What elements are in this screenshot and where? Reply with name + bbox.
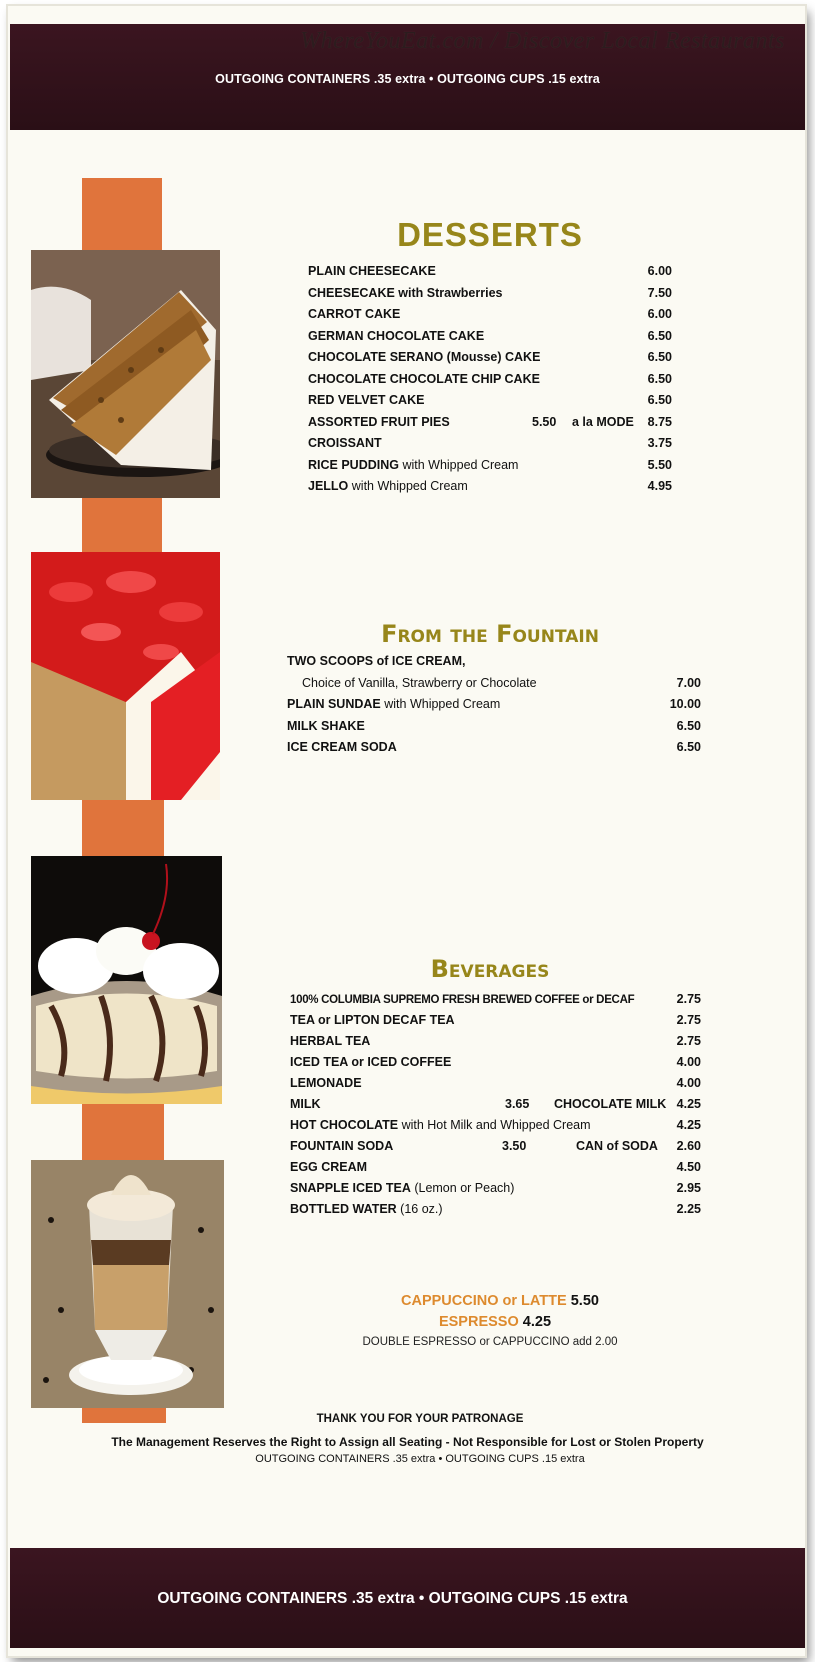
item-name: ICE CREAM SODA bbox=[287, 740, 397, 754]
item-name: EGG CREAM bbox=[290, 1160, 368, 1174]
item-price: 8.75 bbox=[647, 414, 672, 429]
list-item bbox=[308, 479, 672, 501]
list-item bbox=[290, 1202, 701, 1223]
orange-accent bbox=[82, 1104, 164, 1162]
item-name: CHOCOLATE CHOCOLATE CHIP CAKE bbox=[308, 371, 540, 386]
list-item bbox=[308, 372, 672, 394]
item-name: BOTTLED WATER bbox=[290, 1202, 397, 1216]
list-item bbox=[290, 1013, 701, 1034]
item-name: ICED TEA or ICED COFFEE bbox=[290, 1055, 452, 1069]
list-item bbox=[308, 329, 672, 351]
item-price: 4.95 bbox=[647, 479, 672, 493]
list-item bbox=[290, 1118, 701, 1139]
orange-accent bbox=[82, 178, 162, 250]
list-item bbox=[290, 1139, 701, 1160]
list-item bbox=[290, 1097, 701, 1118]
item-price: 6.50 bbox=[647, 328, 672, 343]
item-desc: with Whipped Cream bbox=[348, 479, 468, 493]
list-item bbox=[287, 654, 701, 676]
item-plain-price: 3.65 bbox=[505, 1097, 530, 1111]
list-item bbox=[290, 1055, 701, 1076]
item-name: GERMAN CHOCOLATE CAKE bbox=[308, 328, 485, 343]
item-price: 6.00 bbox=[647, 264, 672, 278]
item-name: SNAPPLE ICED TEA bbox=[290, 1181, 411, 1195]
list-item bbox=[308, 436, 672, 458]
item-price: 2.75 bbox=[676, 1013, 701, 1027]
item-name: 100% COLUMBIA SUPREMO FRESH BREWED COFFEE or DECAF bbox=[290, 994, 635, 1006]
item-name: HOT CHOCOLATE bbox=[290, 1118, 399, 1132]
list-item bbox=[308, 264, 672, 286]
espresso-price: 4.25 bbox=[522, 1314, 552, 1330]
orange-accent bbox=[82, 498, 162, 552]
list-item bbox=[308, 350, 672, 372]
fountain-title: From the Fountain bbox=[381, 620, 599, 648]
a-la-mode-label: a la MODE bbox=[572, 414, 634, 429]
chocolate-milk-label: CHOCOLATE MILK bbox=[554, 1097, 667, 1111]
espresso-line bbox=[305, 1314, 685, 1330]
item-desc: with Whipped Cream bbox=[380, 697, 501, 711]
item-name: CROISSANT bbox=[308, 436, 382, 450]
item-price: 4.50 bbox=[676, 1160, 701, 1174]
item-name: CARROT CAKE bbox=[308, 307, 401, 321]
item-desc: with Hot Milk and Whipped Cream bbox=[398, 1118, 591, 1132]
bottom-banner bbox=[10, 1548, 805, 1648]
item-desc: (16 oz.) bbox=[396, 1202, 443, 1216]
top-banner bbox=[10, 24, 805, 130]
list-item bbox=[290, 1076, 701, 1097]
list-item bbox=[287, 676, 701, 698]
item-price: 4.00 bbox=[676, 1055, 701, 1069]
item-name: MILK bbox=[290, 1097, 321, 1111]
cappuccino-photo bbox=[31, 1160, 224, 1408]
item-name: JELLO bbox=[308, 479, 349, 493]
list-item bbox=[308, 286, 672, 308]
item-price: 4.00 bbox=[676, 1076, 701, 1090]
top-notice: OUTGOING CONTAINERS .35 extra • OUTGOING CUPS .15 extra bbox=[215, 72, 600, 86]
item-name: FOUNTAIN SODA bbox=[290, 1139, 394, 1153]
item-name: RED VELVET CAKE bbox=[308, 393, 425, 407]
item-name: TEA or LIPTON DECAF TEA bbox=[290, 1013, 455, 1027]
item-price: 2.75 bbox=[676, 992, 701, 1006]
cappuccino-line bbox=[310, 1293, 690, 1309]
item-price: 2.75 bbox=[676, 1034, 701, 1048]
fountain-list bbox=[287, 654, 701, 762]
item-name: MILK SHAKE bbox=[287, 718, 365, 733]
double-espresso-note: DOUBLE ESPRESSO or CAPPUCCINO add 2.00 bbox=[362, 1336, 618, 1348]
item-price: 5.50 bbox=[647, 457, 672, 472]
banana-split-photo bbox=[31, 856, 222, 1104]
thank-you-note: THANK YOU FOR YOUR PATRONAGE bbox=[316, 1413, 524, 1425]
item-name: HERBAL TEA bbox=[290, 1034, 371, 1048]
item-desc: Choice of Vanilla, Strawberry or Chocolate bbox=[302, 675, 537, 690]
list-item bbox=[290, 992, 701, 1013]
item-name: RICE PUDDING bbox=[308, 457, 399, 472]
list-item bbox=[290, 1160, 701, 1181]
list-item bbox=[308, 307, 672, 329]
beverages-title: Beverages bbox=[430, 955, 550, 983]
item-name: CHEESECAKE with Strawberries bbox=[308, 285, 503, 300]
item-name: CHOCOLATE SERANO (Mousse) CAKE bbox=[308, 350, 541, 364]
outgoing-notice: OUTGOING CONTAINERS .35 extra • OUTGOING CUPS .15 extra bbox=[255, 1453, 585, 1465]
desserts-list bbox=[308, 264, 672, 501]
management-note: The Management Reserves the Right to Assign all Seating - Not Responsible for Lost or Stolen Property bbox=[111, 1435, 704, 1449]
item-desc: with Whipped Cream bbox=[398, 457, 519, 472]
carrot-cake-photo bbox=[31, 250, 220, 498]
item-price: 6.00 bbox=[647, 307, 672, 321]
cappuccino-price: 5.50 bbox=[570, 1293, 599, 1309]
item-price: 4.25 bbox=[676, 1118, 701, 1132]
item-name: TWO SCOOPS of ICE CREAM, bbox=[287, 654, 466, 668]
strawberry-cheesecake-photo bbox=[31, 552, 220, 800]
item-price: 6.50 bbox=[647, 371, 672, 386]
item-name: LEMONADE bbox=[290, 1076, 362, 1090]
list-item bbox=[290, 1181, 701, 1202]
item-name: PLAIN SUNDAE bbox=[287, 697, 381, 711]
list-item bbox=[287, 697, 701, 719]
item-plain-price: 3.50 bbox=[502, 1139, 527, 1153]
item-price: 4.25 bbox=[676, 1097, 701, 1111]
item-plain-price: 5.50 bbox=[532, 414, 557, 429]
bottom-notice: OUTGOING CONTAINERS .35 extra • OUTGOING CUPS .15 extra bbox=[157, 1590, 628, 1607]
can-soda-label: CAN of SODA bbox=[576, 1139, 658, 1153]
item-price: 3.75 bbox=[647, 436, 672, 450]
item-price: 10.00 bbox=[669, 697, 701, 711]
list-item bbox=[308, 415, 672, 437]
list-item bbox=[287, 719, 701, 741]
item-price: 2.25 bbox=[676, 1202, 701, 1216]
list-item bbox=[308, 393, 672, 415]
cappuccino-label: CAPPUCCINO or LATTE bbox=[401, 1293, 567, 1309]
beverages-list bbox=[290, 992, 701, 1223]
item-price: 2.95 bbox=[676, 1181, 701, 1195]
item-price: 7.50 bbox=[647, 285, 672, 300]
list-item bbox=[290, 1034, 701, 1055]
item-price: 6.50 bbox=[647, 350, 672, 364]
espresso-label: ESPRESSO bbox=[438, 1314, 519, 1330]
item-name: PLAIN CHEESECAKE bbox=[308, 264, 436, 278]
orange-accent bbox=[82, 800, 164, 858]
list-item bbox=[287, 740, 701, 762]
item-price: 6.50 bbox=[676, 740, 701, 754]
item-price: 7.00 bbox=[676, 675, 701, 690]
item-price: 6.50 bbox=[647, 393, 672, 407]
item-price: 6.50 bbox=[676, 718, 701, 733]
item-name: ASSORTED FRUIT PIES bbox=[308, 414, 450, 429]
item-desc: (Lemon or Peach) bbox=[410, 1181, 515, 1195]
list-item bbox=[308, 458, 672, 480]
desserts-title: DESSERTS bbox=[397, 216, 583, 253]
item-price: 2.60 bbox=[676, 1139, 701, 1153]
watermark: WhereYouEat.com / Discover Local Restaurants bbox=[300, 28, 785, 54]
